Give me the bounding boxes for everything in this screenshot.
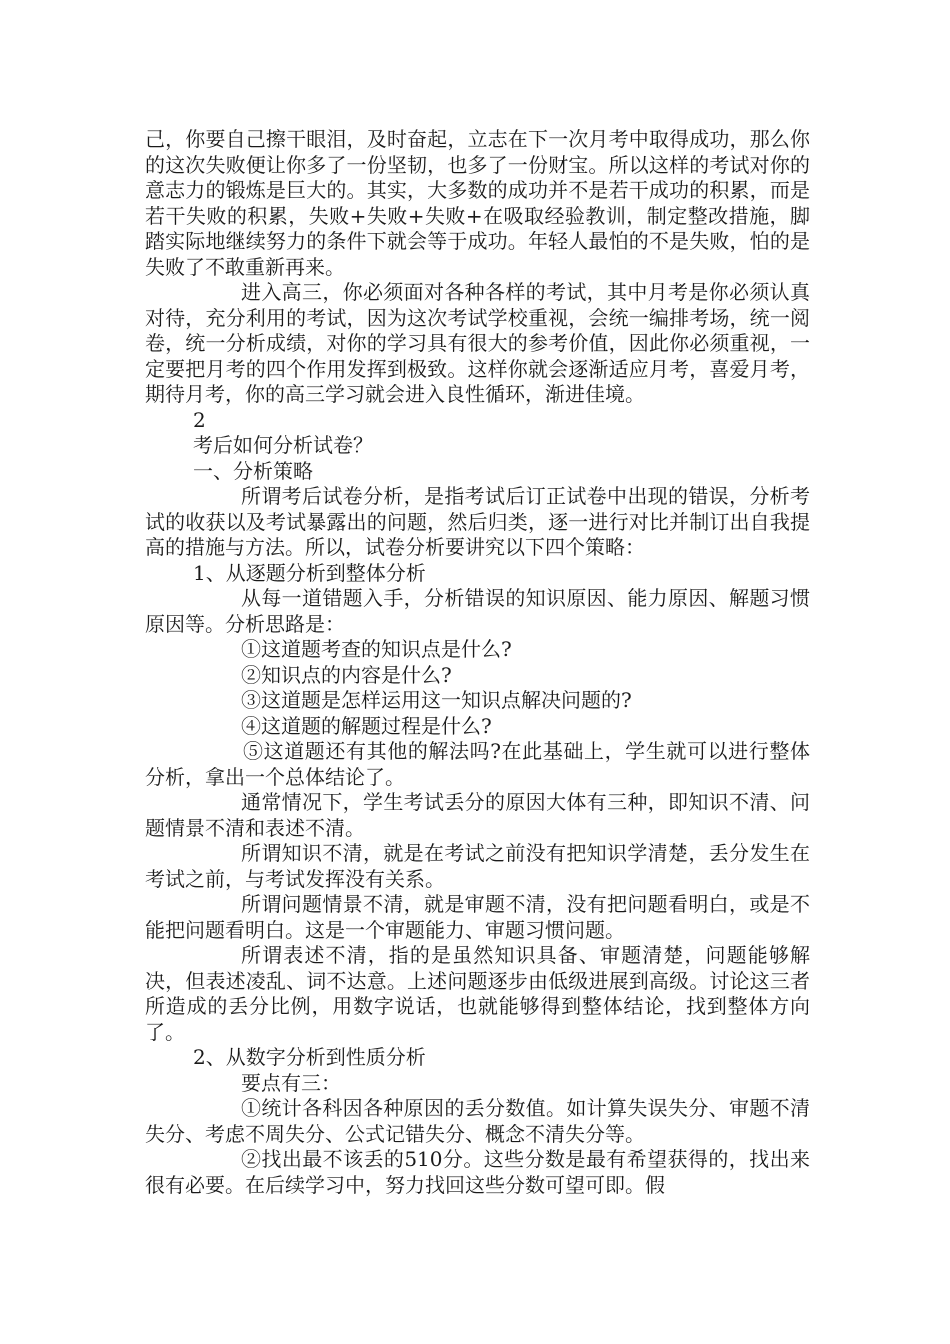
question-item-4: ④这道题的解题过程是什么? <box>241 713 492 738</box>
key-points-intro: 要点有三： <box>241 1070 341 1095</box>
paragraph-situation-unclear: 所谓问题情景不清，就是审题不清，没有把问题看明白，或是不能把问题看明白。这是一个审题能力、审题习惯问题。 <box>145 892 810 942</box>
paragraph-three-reasons: 通常情况下，学生考试丢分的原因大体有三种，即知识不清、问题情景不清和表述不清。 <box>145 790 810 840</box>
key-point-2: ②找出最不该丢的510分。这些分数是最有希望获得的，找出来很有必要。在后续学习中，努力找回这些分数可望可即。假 <box>145 1147 810 1197</box>
subsection-heading: 一、分析策略 <box>193 458 313 483</box>
strategy-heading-1: 1、从逐题分析到整体分析 <box>193 560 426 585</box>
question-item-2: ②知识点的内容是什么? <box>241 662 452 687</box>
strategy-heading-2: 2、从数字分析到性质分析 <box>193 1045 426 1069</box>
question-item-5: ⑤这道题还有其他的解法吗?在此基础上，学生就可以进行整体分析，拿出一个总体结论了。 <box>145 739 810 789</box>
key-point-1: ①统计各科因各种原因的丢分数值。如计算失误失分、审题不清失分、考虑不周失分、公式记错失分、概念不清失分等。 <box>145 1096 810 1146</box>
document-body <box>145 127 810 1198</box>
paragraph-analysis-definition: 所谓考后试卷分析，是指考试后订正试卷中出现的错误，分析考试的收获以及考试暴露出的问题，然后归类，逐一进行对比并制订出自我提高的措施与方法。所以，试卷分析要讲究以下四个策略： <box>145 484 810 559</box>
question-item-3: ③这道题是怎样运用这一知识点解决问题的? <box>241 688 632 712</box>
paragraph-continuation: 己，你要自己擦干眼泪，及时奋起，立志在下一次月考中取得成功，那么你的这次失败便让你多了一份坚韧，也多了一份财宝。所以这样的考试对你的意志力的锻炼是巨大的。其实，大多数的成功并不是若干成功的积累，而是若干失败的积累，失败+失败+失败+在吸取经验教训，制定整改措施，脚踏实际地继续努力的条件下就会等于成功。年轻人最怕的不是失败，怕的是失败了不敢重新再来。 <box>145 127 810 279</box>
section-number: 2 <box>193 407 206 432</box>
question-item-1: ①这道题考查的知识点是什么? <box>241 637 512 661</box>
paragraph-senior-year: 进入高三，你必须面对各种各样的考试，其中月考是你必须认真对待，充分利用的考试，因为这次考试学校重视，会统一编排考场，统一阅卷，统一分析成绩，对你的学习具有很大的参考价值，因此你必须重视，一定要把月考的四个作用发挥到极致。这样你就会逐渐适应月考，喜爱月考，期待月考，你的高三学习就会进入良性循环，渐进佳境。 <box>145 280 810 406</box>
paragraph-knowledge-unclear: 所谓知识不清，就是在考试之前没有把知识学清楚，丢分发生在考试之前，与考试发挥没有关系。 <box>145 841 810 891</box>
paragraph-error-analysis: 从每一道错题入手，分析错误的知识原因、能力原因、解题习惯原因等。分析思路是： <box>145 586 810 636</box>
paragraph-expression-unclear: 所谓表述不清，指的是虽然知识具备、审题清楚，问题能够解决，但表述凌乱、词不达意。上述问题逐步由低级进展到高级。讨论这三者所造成的丢分比例，用数字说话，也就能够得到整体结论，找到整体方向了。 <box>145 943 810 1044</box>
section-title: 考后如何分析试卷？ <box>193 433 373 457</box>
